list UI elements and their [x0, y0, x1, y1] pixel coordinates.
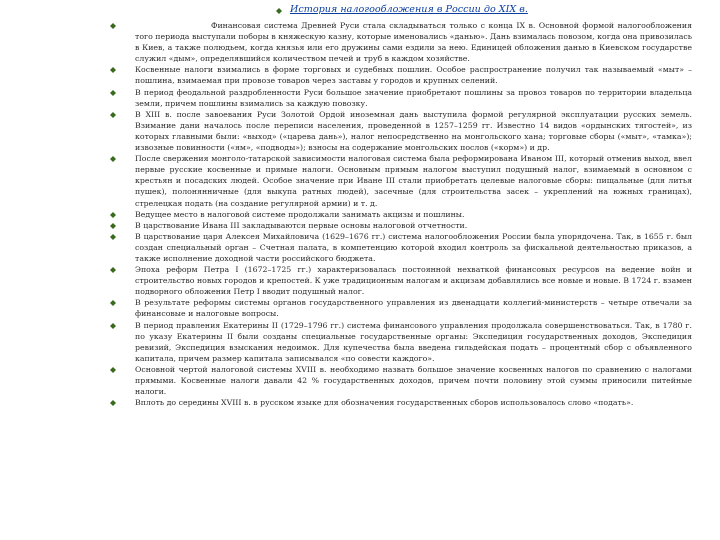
- list-item-text: После свержения монголо-татарской зависимости налоговая система была реформирована Иваном III, который отменив выход, ввел первые русские косвенные и прямые налоги. Основным прямым налогом выступил подушный налог, взимаемый в основном с крестьян и посадских людей. Особое значение при Иване III стали приобретать целевые налоговые сборы: пищальные (для литья пушек), полонянничные (для выкупа ратных людей), засечные (для строительства засек – укреплений на южных границах), стрелецкая подать (на создание регулярной армии) и т. д.: [135, 154, 692, 208]
- diamond-bullet-icon: [110, 212, 116, 218]
- list-item: [110, 87, 692, 109]
- list-item: [110, 109, 692, 153]
- diamond-bullet-icon: [110, 367, 116, 373]
- diamond-bullet-icon: [110, 323, 116, 329]
- title-row: [270, 4, 710, 20]
- diamond-bullet-icon: [110, 90, 116, 96]
- list-item-text: Косвенные налоги взимались в форме торговых и судебных пошлин. Особое распространение получил так называемый «мыт» – пошлина, взимаемая при провозе товаров через заставы у городов и крупных селений.: [135, 65, 692, 86]
- list-item-text: Финансовая система Древней Руси стала складываться только с конца IX в. Основной формой налогообложения того периода выступали поборы в княжескую казну, которые именовались «данью». Дань взималась повозом, когда она привозилась в Киев, а также полюдьем, когда князья или его дружины сами ездили за нею. Единицей обложения данью в Киевском государстве служил «дым», определявшийся количеством печей и труб в каждом хозяйстве.: [135, 21, 692, 64]
- list-item-text: В XIII в. после завоевания Руси Золотой Ордой иноземная дань выступила формой регулярной эксплуатации русских земель. Взимание дани началось после переписи населения, проведенной в 1257–1259 гг. Известно 14 видов «ордынских тягостей», из которых главными были: «выход» («царева дань»), налог непосредственно на монгольского хана; торговые сборы («мыт», «тамка»); извозные повинности («ям», «подводы»); взносы на содержание монгольских послов («корм») и др.: [135, 109, 692, 153]
- diamond-bullet-icon: [110, 156, 116, 162]
- list-item-text: Основной чертой налоговой системы XVIII в. необходимо назвать большое значение косвенных налогов по сравнению с налогами прямыми. Косвенные налоги давали 42 % государственных доходов, причем почти половину этой суммы приносили питейные налоги.: [135, 364, 692, 397]
- list-item-text: Эпоха реформ Петра I (1672–1725 гг.) характеризовалась постоянной нехваткой финансовых ресурсов на ведение войн и строительство новых городов и крепостей. К уже традиционным налогам и акцизам добавлялись все новые и новые. В 1724 г. взамен подворного обложения Петр I вводит подушный налог.: [135, 265, 692, 297]
- list-item: [110, 209, 692, 220]
- diamond-bullet-icon: [110, 112, 116, 118]
- diamond-bullet-icon: [110, 234, 116, 240]
- diamond-bullet-icon: [276, 8, 282, 14]
- list-item: [110, 20, 692, 64]
- list-item: [110, 220, 692, 231]
- list-item-text: В царствование Ивана III закладываются первые основы налоговой отчетности.: [135, 220, 468, 230]
- diamond-bullet-icon: [110, 300, 116, 306]
- list-item-text: Вплоть до середины XVIII в. в русском языке для обозначения государственных сборов использовалось слово «подать».: [135, 398, 634, 408]
- page-title[interactable]: История налогообложения в России до XIX в.: [290, 4, 528, 15]
- diamond-bullet-icon: [110, 23, 116, 29]
- bullet-list: [110, 20, 692, 408]
- list-item-text: Ведущее место в налоговой системе продолжали занимать акцизы и пошлины.: [135, 209, 465, 219]
- diamond-bullet-icon: [110, 223, 116, 229]
- diamond-bullet-icon: [110, 400, 116, 406]
- list-item: [110, 364, 692, 397]
- list-item: [110, 153, 692, 208]
- list-item-text: В царствование царя Алексея Михайловича (1629–1676 гг.) система налогообложения России была упорядочена. Так, в 1655 г. был создан специальный орган – Счетная палата, в компетенцию которой входил контроль за фискальной деятельностью приказов, а также исполнение доходной части российского бюджета.: [135, 231, 692, 263]
- diamond-bullet-icon: [110, 67, 116, 73]
- list-item-text: В период правления Екатерины II (1729–1796 гг.) система финансового управления продолжала совершенствоваться. Так, в 1780 г. по указу Екатерины II были созданы специальные государственные органы: Экспедиция государственных доходов, Экспедиция ревизий, Экспедиция взыскания недоимок. Для купечества была введена гильдейская подать – процентный сбор с объявленного капитала, причем размер капитала записывался «по совести каждого».: [135, 320, 692, 363]
- list-item: [110, 320, 692, 364]
- list-item: [110, 397, 692, 408]
- diamond-bullet-icon: [110, 267, 116, 273]
- list-item: [110, 297, 692, 319]
- list-item-text: В результате реформы системы органов государственного управления из двенадцати коллегий-министерств – четыре отвечали за финансовые и налоговые вопросы.: [135, 298, 692, 319]
- list-item: [110, 264, 692, 297]
- list-item-text: В период феодальной раздробленности Руси большое значение приобретают пошлины за провоз товаров по территории владельца земли, причем пошлины взимались за каждую повозку.: [135, 87, 692, 108]
- list-item: [110, 231, 692, 264]
- list-item: [110, 64, 692, 86]
